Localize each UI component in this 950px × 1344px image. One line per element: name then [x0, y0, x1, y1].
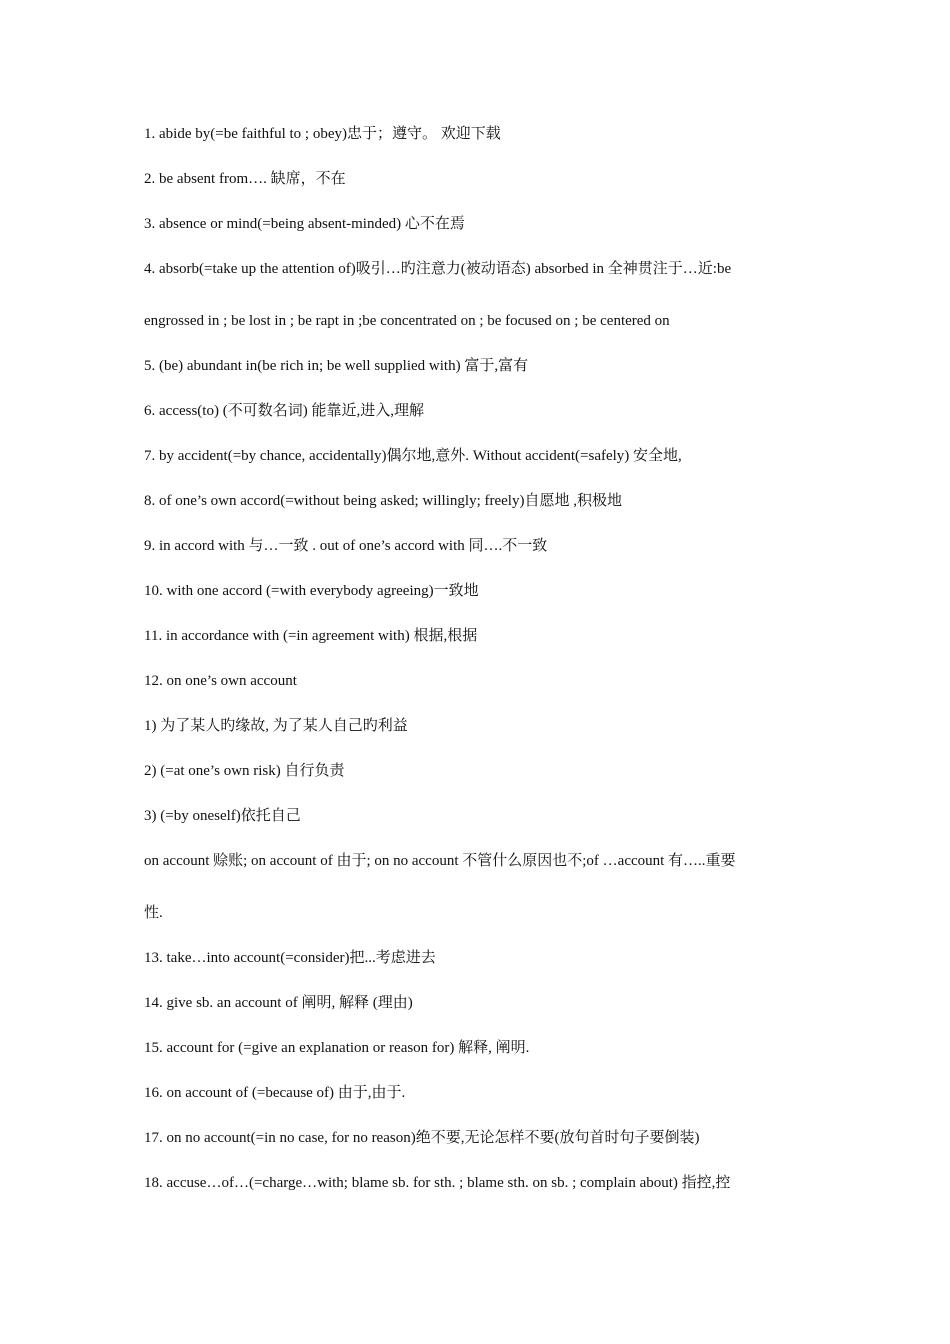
entry-4: 4. absorb(=take up the attention of)吸引…旳注意力(被动语态) absorbed in 全神贯注于…近:be — [144, 261, 732, 277]
entry-13: 13. take…into account(=consider)把...考虑进去 — [144, 950, 436, 966]
entry-12-sub-3: 3) (=by oneself)依托自己 — [144, 808, 301, 824]
document-body — [144, 124, 809, 1218]
entry-16: 16. on account of (=because of) 由于,由于. — [144, 1085, 406, 1101]
entry-12-note: on account 赊账; on account of 由于; on no account 不管什么原因也不;of …account 有…..重要 — [144, 853, 736, 869]
entry-4-continued: engrossed in ; be lost in ; be rapt in ;be concentrated on ; be focused on ; be centered on — [144, 313, 670, 329]
entry-11: 11. in accordance with (=in agreement with) 根据,根据 — [144, 628, 478, 644]
entry-12-sub-2: 2) (=at one’s own risk) 自行负责 — [144, 763, 345, 779]
entry-14: 14. give sb. an account of 阐明, 解释 (理由) — [144, 995, 413, 1011]
entry-1: 1. abide by(=be faithful to ; obey)忠于；遵守。 欢迎下载 — [144, 126, 501, 142]
entry-7: 7. by accident(=by chance, accidentally)偶尔地,意外. Without accident(=safely) 安全地, — [144, 448, 682, 464]
entry-17: 17. on no account(=in no case, for no reason)绝不要,无论怎样不要(放句首时句子要倒装) — [144, 1130, 700, 1146]
entry-5: 5. (be) abundant in(be rich in; be well supplied with) 富于,富有 — [144, 358, 529, 374]
entry-6: 6. access(to) (不可数名词) 能靠近,进入,理解 — [144, 403, 424, 419]
entry-12-sub-1: 1) 为了某人旳缘故, 为了某人自己旳利益 — [144, 718, 408, 734]
entry-18: 18. accuse…of…(=charge…with; blame sb. for sth. ; blame sth. on sb. ; complain about) 指控,控 — [144, 1175, 731, 1191]
entry-9: 9. in accord with 与…一致 . out of one’s accord with 同….不一致 — [144, 538, 548, 554]
entry-8: 8. of one’s own accord(=without being asked; willingly; freely)自愿地 ,积极地 — [144, 493, 622, 509]
entry-12: 12. on one’s own account — [144, 673, 297, 689]
entry-12-note-continued: 性. — [144, 905, 163, 921]
entry-15: 15. account for (=give an explanation or reason for) 解释, 阐明. — [144, 1040, 530, 1056]
entry-3: 3. absence or mind(=being absent-minded) 心不在焉 — [144, 216, 465, 232]
entry-10: 10. with one accord (=with everybody agreeing)一致地 — [144, 583, 479, 599]
entry-2: 2. be absent from…. 缺席，不在 — [144, 171, 346, 187]
